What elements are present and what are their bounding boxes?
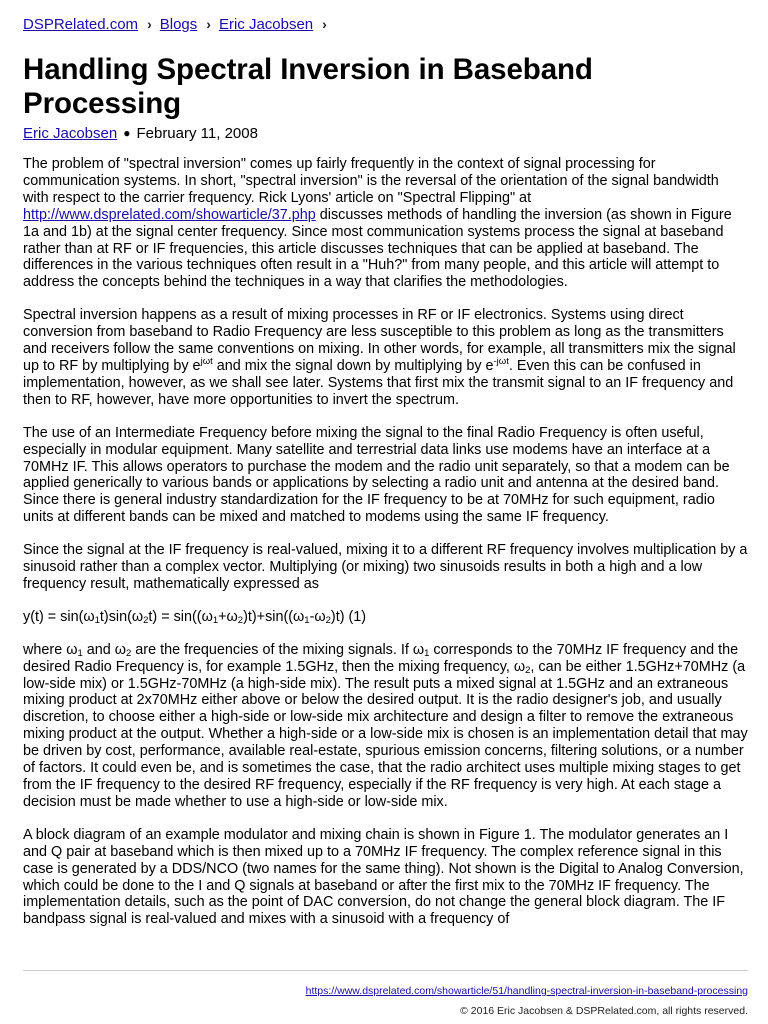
subscript: 1	[304, 614, 310, 626]
copyright-notice: © 2016 Eric Jacobsen & DSPRelated.com, all rights reserved.	[460, 1005, 748, 1017]
publish-date: February 11, 2008	[136, 125, 258, 142]
subscript: 1	[424, 647, 430, 659]
footer-article-url-link[interactable]: https://www.dsprelated.com/showarticle/51/handling-spectral-inversion-in-baseband-processing	[305, 985, 748, 997]
subscript: 2	[125, 647, 132, 659]
equation-text: t)sin(ω	[99, 608, 144, 625]
chevron-right-icon: ›	[147, 16, 152, 32]
paragraph-text: The problem of "spectral inversion" comes up fairly frequently in the context of signal processing for communication systems. In short, "spectral inversion" is the reversal of the orientation of the signal bandwidth with respect to the carrier frequency. Rick Lyons' article on "Spectral Flipping" at	[23, 156, 719, 206]
footer-divider	[23, 970, 748, 971]
paragraph-6: A block diagram of an example modulator and mixing chain is shown in Figure 1. The modulator generates an I and Q pair at baseband which is then mixed up to a 70MHz IF frequency. The complex reference signal in this case is generated by a DDS/NCO (two names for the same thing). Not shown is the Digital to Analog Conversion, which could be done to the I and Q signals at baseband or after the first mix to the 70MHz IF frequency. The implementation details, such as the point of DAC conversion, do not change the general block diagram. The IF bandpass signal is real-valued and mixes with a sinusoid with a frequency of	[23, 826, 744, 928]
breadcrumb-site-link[interactable]: DSPRelated.com	[23, 16, 139, 33]
spectral-flipping-article-link[interactable]: http://www.dsprelated.com/showarticle/37.php	[23, 206, 316, 223]
subscript: 1	[212, 614, 219, 626]
paragraph-text: discusses methods of handling the inversion (as shown in Figure 1a and 1b) at the signal center frequency. Since most communication systems process the signal at baseband rather than at RF or IF frequencies, this article discusses techniques that can be applied at baseband. The differences in the various techniques often result in a "Huh?" from many people, and this article will attempt to address the concepts behind the techniques in a way that clarifies the methodologies.	[23, 206, 732, 291]
subscript: 2	[143, 614, 149, 626]
author-link[interactable]: Eric Jacobsen	[23, 125, 118, 142]
byline	[23, 125, 258, 142]
subscript: 2	[237, 614, 244, 626]
equation-text: -ω	[309, 608, 326, 625]
equation-text: )t) (1)	[330, 608, 367, 625]
bullet-icon: ●	[123, 126, 131, 140]
paragraph-text: and mix the signal down by multiplying by e	[212, 357, 494, 374]
paragraph-2	[23, 307, 748, 408]
superscript: jωt	[200, 355, 213, 367]
breadcrumb-author-link[interactable]: Eric Jacobsen	[218, 16, 314, 33]
paragraph-4: Since the signal at the IF frequency is real-valued, mixing it to a different RF frequency involves multiplication by a sinusoid rather than a complex vector. Multiplying (or mixing) two sinusoids results in both a high and a low frequency result, mathematically expressed as	[23, 542, 748, 592]
chevron-right-icon: ›	[322, 16, 327, 32]
equation-text: t) = sin((ω	[148, 608, 213, 625]
article-title: Handling Spectral Inversion in Baseband Processing	[23, 53, 593, 120]
subscript: 1	[77, 647, 83, 659]
equation-text: +ω	[218, 608, 238, 625]
chevron-right-icon: ›	[206, 16, 211, 32]
paragraph-3: The use of an Intermediate Frequency before mixing the signal to the final Radio Frequency is often useful, especially in modular equipment. Many satellite and terrestrial data links use modems have an interface at a 70MHz IF. This allows operators to purchase the modem and the radio unit separately, so that a modem can be applied generically to various bands or applications by selecting a radio unit and antenna at the desired band. Since there is general industry standardization for the IF frequency to be at 70MHz for such equipment, radio units at different bands can be mixed and matched to modems using the same IF frequency.	[23, 424, 730, 526]
paragraph-1	[23, 156, 748, 291]
paragraph-text: Spectral inversion happens as a result of mixing processes in RF or IF electronics. Systems using direct conversion from baseband to Radio Frequency are less susceptible to this problem as long as the transmitters and receivers follow the same conventions on mixing. In other words, for example, all transmitters mix the signal up to RF by multiplying by e	[23, 307, 736, 374]
breadcrumb	[23, 16, 335, 33]
subscript: 2	[525, 664, 531, 676]
breadcrumb-blogs-link[interactable]: Blogs	[159, 16, 198, 33]
equation-text: )t)+sin((ω	[243, 608, 305, 625]
subscript: 2	[325, 614, 331, 626]
article-body	[23, 156, 748, 944]
superscript: -jωt	[493, 355, 509, 367]
paragraph-5	[23, 642, 748, 811]
subscript: 1	[94, 614, 100, 626]
paragraph-text: are the frequencies of the mixing signals. If ω	[131, 641, 425, 658]
equation-1	[23, 609, 748, 626]
paragraph-text: corresponds to the 70MHz IF frequency and the desired Radio Frequency is, for example 1.5GHz, then the mixing frequency, ω	[23, 641, 739, 675]
paragraph-text: and ω	[82, 641, 126, 658]
equation-text: y(t) = sin(ω	[23, 608, 95, 625]
paragraph-text: , can be either 1.5GHz+70MHz (a low-side mix) or 1.5GHz-70MHz (a high-side mix). The result puts a mixed signal at 1.5GHz and an extraneous mixing product at 2x70MHz either above or below the desired output. It is the radio designer's job, and usually discretion, to choose either a high-side or low-side mix architecture and design a filter to remove the extraneous mixing product at the output. Whether a high-side or a low-side mix is chosen is an implementation detail that may be driven by cost, performance, available real-estate, spurious emission concerns, filtering solutions, or a number of factors. It could even be, and is sometimes the case, that the radio architect uses multiple mixing stages to get from the IF frequency to the desired RF frequency, especially if the RF frequency is very high. At each stage a decision must be made whether to use a high-side or low-side mix.	[23, 658, 748, 810]
paragraph-text: . Even this can be confused in implementation, however, as we shall see later. Systems that first mix the transmit signal to an IF frequency and then to RF, however, have more opportunities to invert the spectrum.	[23, 357, 734, 408]
paragraph-text: where ω	[23, 641, 78, 658]
